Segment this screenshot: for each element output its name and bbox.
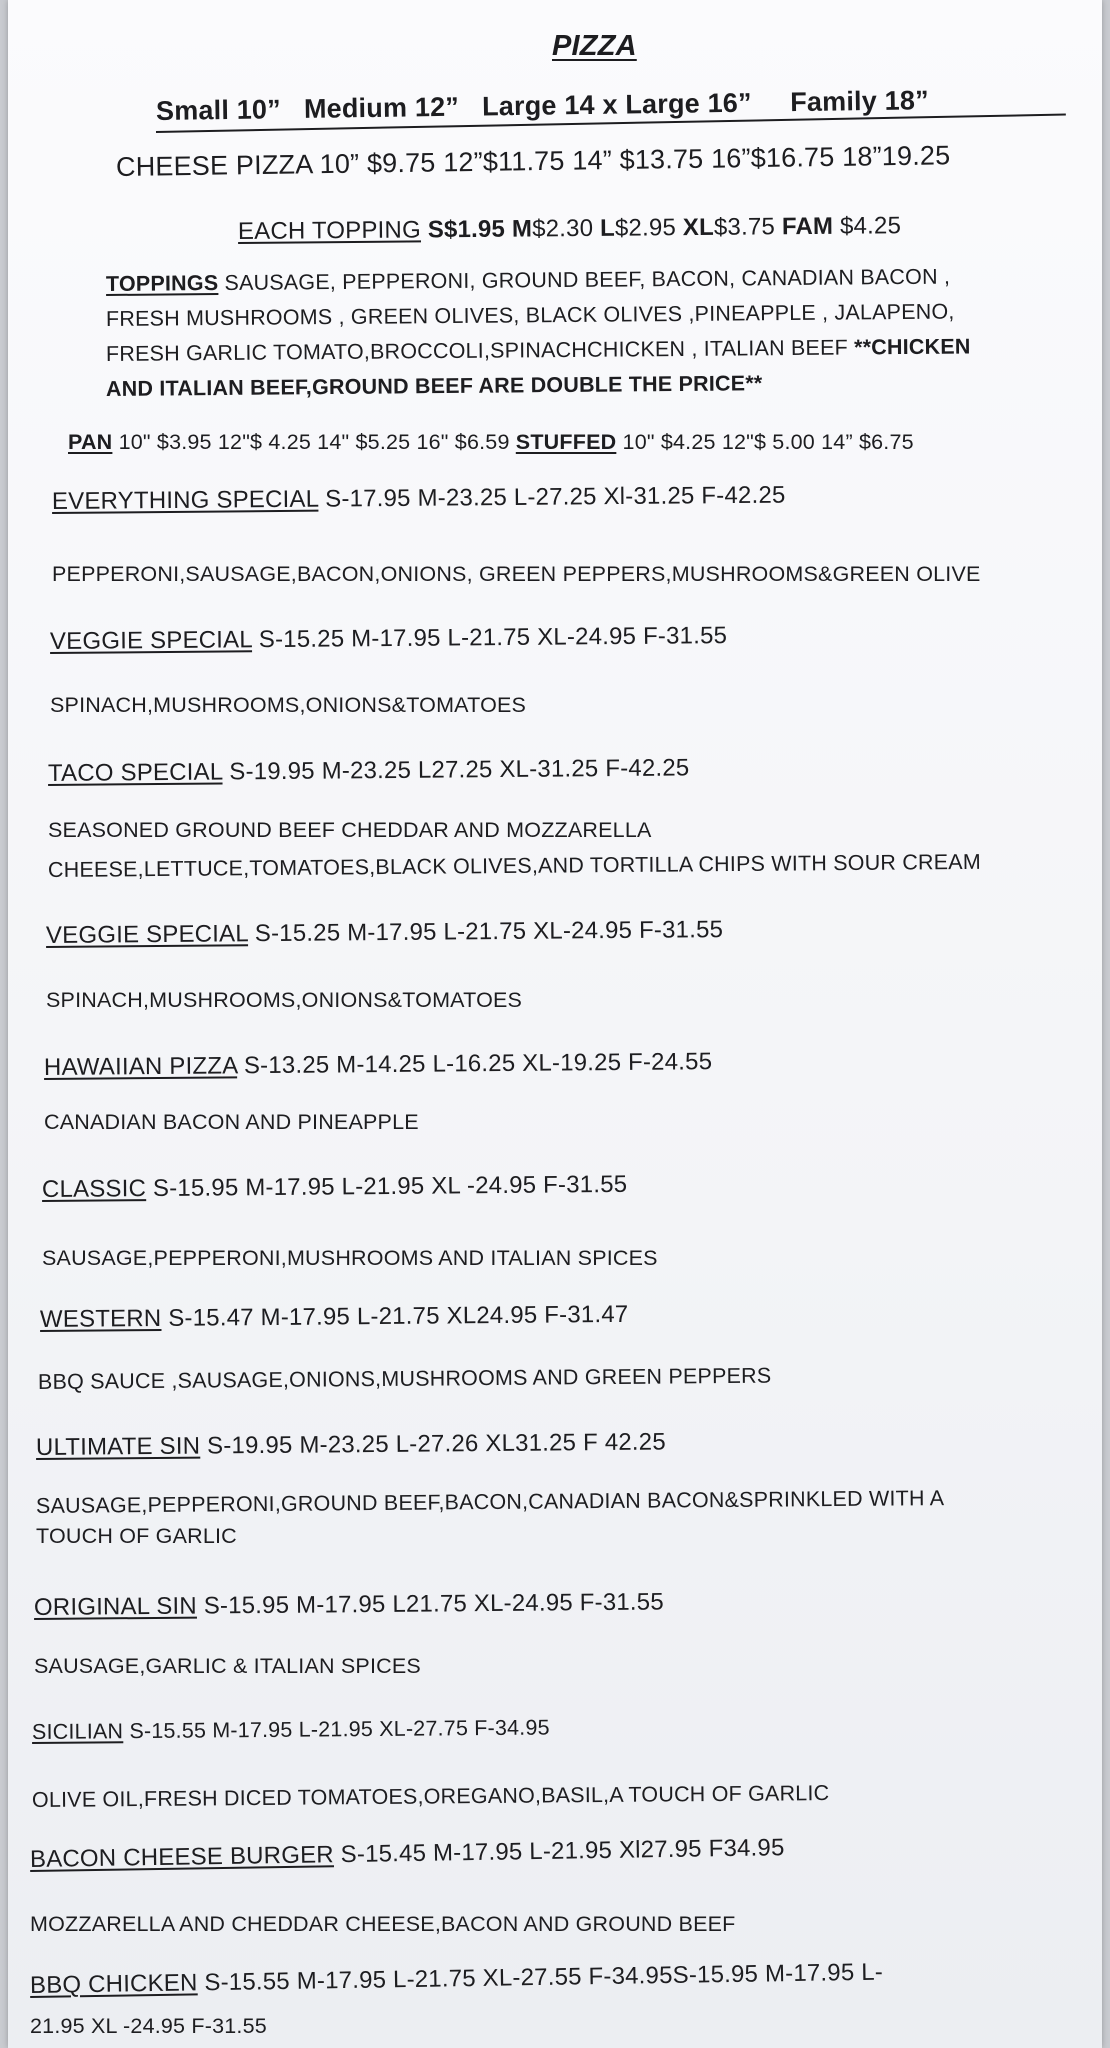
cheese-pizza-prices: CHEESE PIZZA 10” $9.75 12”$11.75 14” $13.75 16”$16.75 18”19.25 xyxy=(115,140,951,182)
western-description: BBQ SAUCE ,SAUSAGE,ONIONS,MUSHROOMS AND GREEN PEPPERS xyxy=(37,1363,772,1394)
item-prices: S-19.95 M-23.25 L-27.26 XL31.25 F 42.25 xyxy=(200,1428,666,1460)
sicilian-description: OLIVE OIL,FRESH DICED TOMATOES,OREGANO,BASIL,A TOUCH OF GARLIC xyxy=(31,1781,830,1812)
stuffed-label: STUFFED xyxy=(515,430,617,454)
item-prices: S-15.25 M-17.95 L-21.75 XL-24.95 F-31.55 xyxy=(251,622,728,654)
sicilian-heading xyxy=(32,1715,550,1745)
item-prices: S-15.45 M-17.95 L-21.95 Xl27.95 F34.95 xyxy=(333,1834,785,1869)
item-name: ORIGINAL SIN xyxy=(33,1592,197,1621)
item-prices: S-15.47 M-17.95 L-21.75 XL24.95 F-31.47 xyxy=(161,1300,629,1332)
hawaiian-pizza-description: CANADIAN BACON AND PINEAPPLE xyxy=(44,1110,419,1134)
size-small: Small 10” xyxy=(155,94,282,126)
item-prices: S-17.95 M-23.25 L-27.25 Xl-31.25 F-42.25 xyxy=(318,481,786,513)
item-prices: S-15.95 M-17.95 L21.75 XL-24.95 F-31.55 xyxy=(196,1588,664,1620)
item-name: EVERYTHING SPECIAL xyxy=(51,485,319,515)
classic-heading xyxy=(42,1171,627,1204)
bacon-cheese-burger-heading xyxy=(30,1834,785,1874)
size-family: Family 18” xyxy=(790,85,930,118)
item-name: CLASSIC xyxy=(41,1175,147,1203)
veggie-special-2-description: SPINACH,MUSHROOMS,ONIONS&TOMATOES xyxy=(46,988,523,1012)
item-name: BBQ CHICKEN xyxy=(29,1969,198,1999)
western-heading xyxy=(40,1301,629,1334)
item-name: BACON CHEESE BURGER xyxy=(29,1841,335,1873)
item-name: SICILIAN xyxy=(31,1719,124,1744)
everything-special-heading xyxy=(52,482,786,516)
bbq-chicken-heading xyxy=(30,1959,883,2000)
veggie-special-description: SPINACH,MUSHROOMS,ONIONS&TOMATOES xyxy=(50,693,527,717)
veggie-special-2-heading xyxy=(46,916,723,950)
classic-description: SAUSAGE,PEPPERONI,MUSHROOMS AND ITALIAN SPICES xyxy=(42,1246,658,1270)
item-name: HAWAIIAN PIZZA xyxy=(43,1052,238,1081)
each-topping-prices: EACH TOPPING S$1.95 M$2.30 L$2.95 XL$3.75 FAM $4.25 xyxy=(237,212,902,245)
toppings-line-3: FRESH GARLIC TOMATO,BROCCOLI,SPINACHCHICKEN , ITALIAN BEEF **CHICKEN xyxy=(105,334,971,366)
each-topping-label: EACH TOPPING xyxy=(237,216,422,245)
size-large: Large 14 x Large 16” xyxy=(481,87,752,122)
pan-stuffed-prices: PAN 10" $3.95 12"$ 4.25 14" $5.25 16" $6.59 STUFFED 10" $4.25 12"$ 5.00 14” $6.75 xyxy=(68,430,914,454)
veggie-special-heading xyxy=(50,622,727,656)
taco-special-description-1: SEASONED GROUND BEEF CHEDDAR AND MOZZARELLA xyxy=(48,818,652,842)
item-name: VEGGIE SPECIAL xyxy=(45,920,249,949)
toppings-note: AND ITALIAN BEEF,GROUND BEEF ARE DOUBLE THE PRICE** xyxy=(105,371,763,401)
ultimate-sin-description-1: SAUSAGE,PEPPERONI,GROUND BEEF,BACON,CANADIAN BACON&SPRINKLED WITH A xyxy=(35,1486,945,1518)
everything-special-description: PEPPERONI,SAUSAGE,BACON,ONIONS, GREEN PEPPERS,MUSHROOMS&GREEN OLIVE xyxy=(52,562,981,586)
bacon-cheese-burger-description: MOZZARELLA AND CHEDDAR CHEESE,BACON AND GROUND BEEF xyxy=(30,1912,736,1936)
original-sin-heading xyxy=(34,1589,664,1622)
size-medium: Medium 12” xyxy=(303,91,460,124)
menu-sheet xyxy=(8,0,1102,2048)
toppings-line-1: TOPPINGS SAUSAGE, PEPPERONI, GROUND BEEF, BACON, CANADIAN BACON , xyxy=(105,264,951,296)
toppings-label: TOPPINGS xyxy=(105,271,219,296)
item-prices: S-15.55 M-17.95 L-21.95 XL-27.75 F-34.95 xyxy=(123,1715,550,1744)
item-name: TACO SPECIAL xyxy=(47,758,223,787)
taco-special-heading xyxy=(48,754,690,788)
item-prices: S-15.55 M-17.95 L-21.75 XL-27.55 F-34.95S-15.95 M-17.95 L- xyxy=(197,1958,884,1997)
original-sin-description: SAUSAGE,GARLIC & ITALIAN SPICES xyxy=(34,1654,421,1678)
bbq-chicken-continued: 21.95 XL -24.95 F-31.55 xyxy=(30,2014,267,2038)
size-legend xyxy=(156,85,929,127)
toppings-line-2: FRESH MUSHROOMS , GREEN OLIVES, BLACK OLIVES ,PINEAPPLE , JALAPENO, xyxy=(105,299,955,331)
taco-special-description-2: CHEESE,LETTUCE,TOMATOES,BLACK OLIVES,AND TORTILLA CHIPS WITH SOUR CREAM xyxy=(47,849,982,882)
ultimate-sin-description-2: TOUCH OF GARLIC xyxy=(36,1524,237,1548)
item-prices: S-13.25 M-14.25 L-16.25 XL-19.25 F-24.55 xyxy=(236,1048,713,1080)
item-prices: S-15.25 M-17.95 L-21.75 XL-24.95 F-31.55 xyxy=(247,916,724,948)
pan-label: PAN xyxy=(68,430,113,454)
item-name: WESTERN xyxy=(39,1304,162,1333)
item-prices: S-19.95 M-23.25 L27.25 XL-31.25 F-42.25 xyxy=(222,754,690,786)
hawaiian-pizza-heading xyxy=(44,1048,712,1082)
item-prices: S-15.95 M-17.95 L-21.95 XL -24.95 F-31.55 xyxy=(145,1170,628,1203)
page-cut-edge xyxy=(8,2038,1102,2048)
item-name: VEGGIE SPECIAL xyxy=(49,626,253,655)
menu-title: PIZZA xyxy=(552,30,637,62)
item-name: ULTIMATE SIN xyxy=(35,1432,201,1461)
ultimate-sin-heading xyxy=(36,1429,666,1462)
